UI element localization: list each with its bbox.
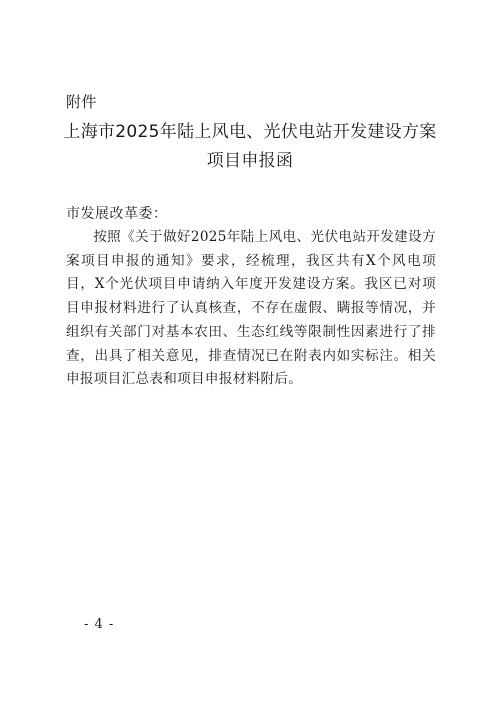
salutation: 市发展改革委： xyxy=(66,206,168,222)
attachment-label: 附件 xyxy=(66,93,98,111)
document-title: 上海市2025年陆上风电、光伏电站开发建设方案 xyxy=(63,122,437,142)
body-paragraph: 按照《关于做好2025年陆上风电、光伏电站开发建设方案项目申报的通知》要求，经梳理，我区共有X个风电项目，X个光伏项目申请纳入年度开发建设方案。我区已对项目申报材料进行了认真核查，不存在虚假、瞒报等情况，并组织有关部门对基本农田、生态红线等限制性因素进行了排查，出具了相关意见，排查情况已在附表内如实标注。相关申报项目汇总表和项目申报材料附后。 xyxy=(66,229,436,388)
document-subtitle: 项目申报函 xyxy=(206,151,294,171)
page-number: - 4 - xyxy=(84,617,115,632)
